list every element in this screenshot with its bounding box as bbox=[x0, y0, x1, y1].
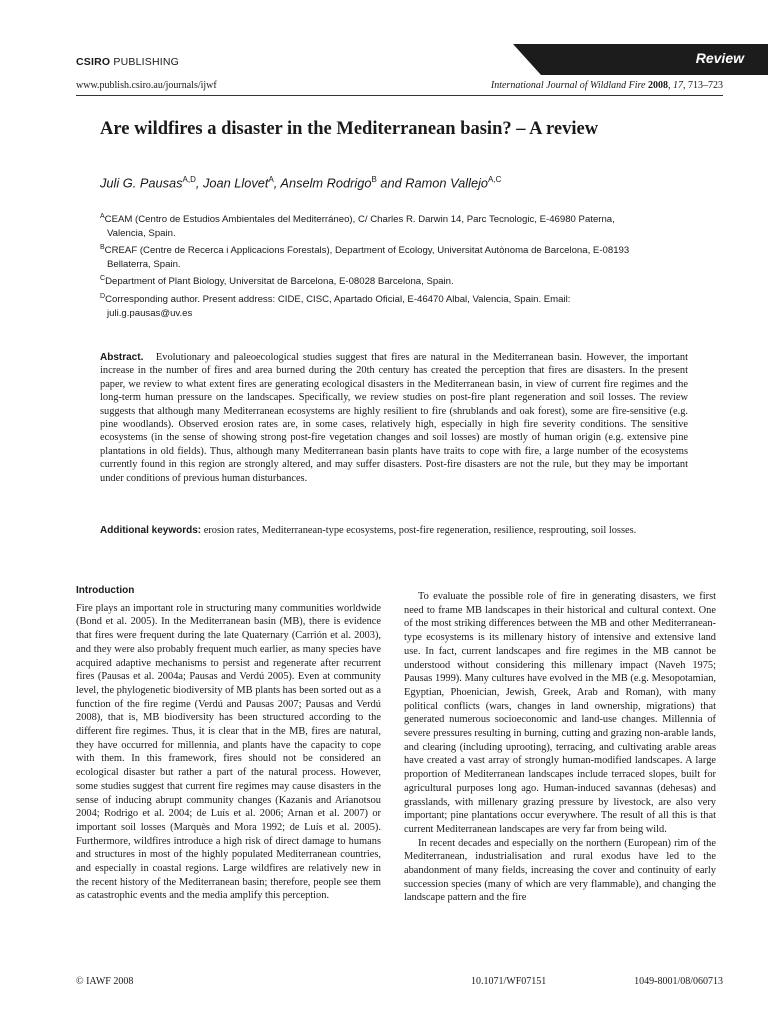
section-heading: Introduction bbox=[76, 585, 135, 596]
affiliation: $^D$Corresponding author. Present address: CIDE, CISC, Apartado Oficial, E-46470 Albal, Valencia, Spain. Email: juli.g.pausas@uv.es bbox=[100, 292, 571, 319]
affiliations bbox=[100, 210, 640, 321]
issn: 1049-8001/08/060713 bbox=[634, 976, 723, 987]
header-divider bbox=[76, 95, 723, 96]
body-paragraph: To evaluate the possible role of fire in generating disasters, we first need to frame MB landscapes in their historical and cultural context. One of the most striking differences between the MB and other Mediterranean-type ecosystems is its millenary history of intensive and extensive land use. In fact, current landscapes and fire regimes in the MB cannot be understood without considering this millenary impact (Naveh 1975; Pausas 1999). Many cultures have evolved in the MB (e.g. Mesopotamian, Egyptian, Phoenician, Jewish, Greek, Arab and Roman), with many political conflicts (wars, changes in land ownership, migrations) that generated numerous socioeconomic and land-use changes. Millennia of severe pressures resulting in burning, cutting and grazing non-arable lands, and clearing (including uprooting), terracing, and cultivating arable areas have created a vast array of strongly human-modified landscapes. A large proportion of Mediterranean landscapes include terraced slopes, built for agricultural purposes long ago. Human-induced savannas (dehesas) and grasslands, with millenary grazing pressure by livestock, are also very important; pine plantations occur everywhere. The result of all this is that current Mediterranean landscapes are very far from being wild. bbox=[404, 591, 716, 835]
author-list: Juli G. Pausas$^{A,D}$, Joan Llovet$^A$, Anselm Rodrigo$^B$ and Ramon Vallejo$^{A,C}$ bbox=[100, 175, 502, 191]
abstract: Abstract. Evolutionary and paleoecological studies suggest that fires are natural in the Mediterranean basin. However, the important increase in the number of fires and area burned during the 20th century has created the perception that fires are disasters. In the present paper, we review to what extent fires are generating ecological disasters in the Mediterranean basin, in view of current fire regimes and the long-term human pressure on the landscapes. Specifically, we review studies on post-fire plant regeneration and soil losses. The review suggests that although many Mediterranean ecosystems are highly resilient to fire (shrublands and oak forest), some are fire-sensitive (e.g. pine woodlands). Observed erosion rates are, in some cases, relatively high, especially in high fire severity conditions. The sensitive ecosystems (in the sense of showing strong post-fire vegetation changes and soil losses) are mostly of human origin (e.g. extensive pine plantations in old fields). Thus, although many Mediterranean basin plants have traits to cope with fire, a large number of the ecosystems currently found in this region are strongly altered, and may suffer disasters. Post-fire disasters are not the rule, but they may be important under conditions of previous human disturbances. bbox=[100, 352, 688, 484]
affiliation: $^B$CREAF (Centre de Recerca i Applicacions Forestals), Department of Ecology, Universitat Autònoma de Barcelona, E-08193 Bellaterra, Spain. bbox=[100, 244, 630, 271]
doi[interactable]: 10.1071/WF07151 bbox=[471, 976, 547, 987]
article-title: Are wildfires a disaster in the Mediterranean basin? – A review bbox=[100, 119, 599, 139]
body-paragraph: In recent decades and especially on the northern (European) rim of the Mediterranean, industrialisation and rural exodus have led to the abandonment of many fields, increasing the cover and continuity of early succession species (many of which are very flammable), and changing the landscape pattern and the fire bbox=[404, 837, 716, 904]
keywords-label: Additional keywords: bbox=[100, 525, 202, 536]
abstract-label: Abstract. bbox=[100, 352, 144, 363]
keywords: Additional keywords: erosion rates, Mediterranean-type ecosystems, post-fire regeneration, resilience, resprouting, soil losses. bbox=[100, 525, 637, 536]
publisher-logo: CSIRO PUBLISHING bbox=[76, 56, 179, 68]
affiliation: $^C$Department of Plant Biology, Universitat de Barcelona, E-08028 Barcelona, Spain. bbox=[100, 275, 454, 288]
body-paragraph: Fire plays an important role in structuring many communities worldwide (Bond et al. 2005). In the Mediterranean basin (MB), there is evidence that fires were frequent during the late Quaternary (Carrión et al. 2003), and they were also probably frequent much earlier, as many species have acquired adaptive mechanisms to persist and regenerate after recurrent fires (Pausas et al. 2004a; Pausas and Verdú 2005). Even at community level, the phylogenetic biodiversity of MB plants has been sorted out as a function of the fire regime (Verdú and Pausas 2007; Pausas and Verdú 2008), that is, MB biodiversity has been structured according to the different fire regimes. Thus, it is clear that in the MB, fires are natural, they have occurred for millennia, and plants have the capacity to cope with them. In this framework, fires should not be considered an ecological disaster but rather a part of the natural process. However, some studies suggest that current fire regimes may cause disasters in the sense of inducing abrupt community changes (Kazanis and Arianotsou 2004; Rodrigo et al. 2004; de Luís et al. 2006; Arnan et al. 2007) or important soil losses (Marquès and Mora 1992; de Luís et al. 2005). Furthermore, wildfires introduce a high risk of direct damage to humans and structures in most of the highly populated Mediterranean countries, and especially in coastal regions. Large wildfires are relatively new in the recent history of the Mediterranean basin; therefore, people see them as catastrophic events and the media amplify this perception. bbox=[76, 602, 382, 902]
body-column-right bbox=[404, 590, 716, 905]
journal-citation: International Journal of Wildland Fire 2008, 17, 713–723 bbox=[490, 80, 723, 91]
article-type-label: Review bbox=[695, 50, 744, 66]
journal-url[interactable]: www.publish.csiro.au/journals/ijwf bbox=[76, 80, 217, 91]
body-column-left bbox=[76, 584, 381, 903]
copyright: © IAWF 2008 bbox=[76, 976, 134, 987]
affiliation: $^A$CEAM (Centro de Estudios Ambientales del Mediterráneo), C/ Charles R. Darwin 14, Parc Tecnologic, E-46980 Paterna, Valencia, Spain. bbox=[100, 213, 615, 240]
